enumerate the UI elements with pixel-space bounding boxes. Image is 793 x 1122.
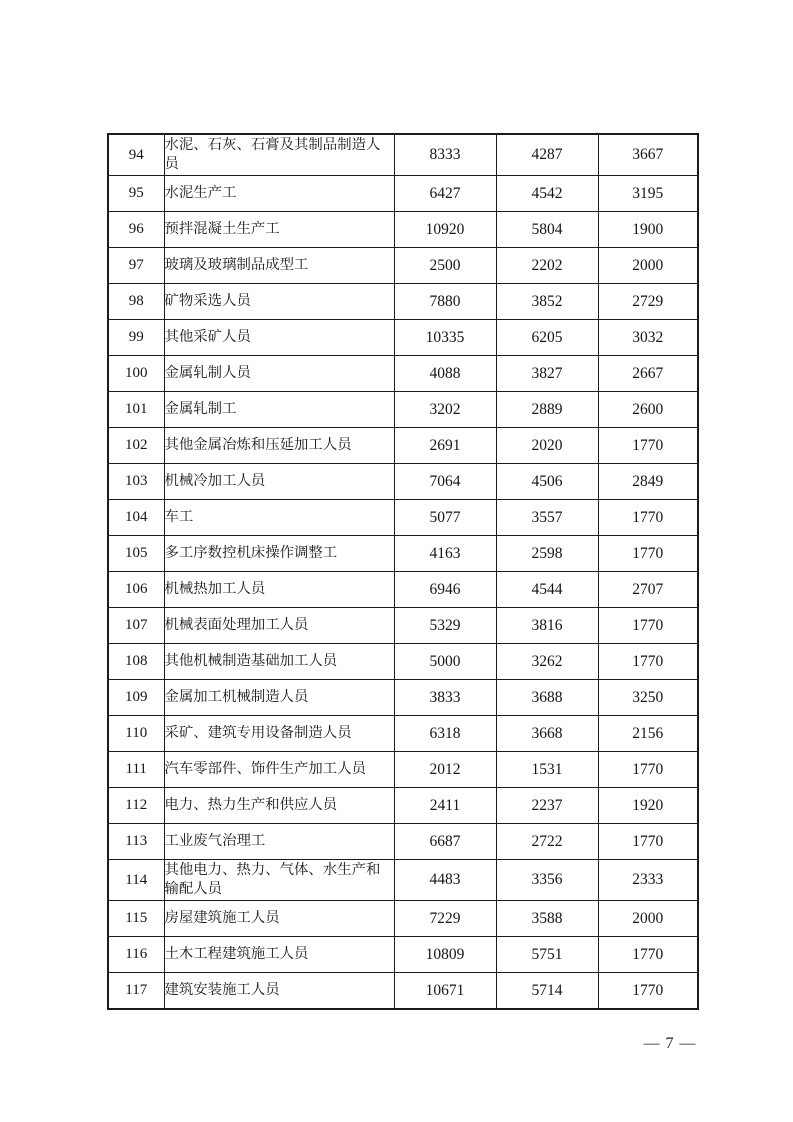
value-3-cell: 1770: [598, 752, 698, 788]
value-3-cell: 1900: [598, 212, 698, 248]
value-2-cell: 3816: [496, 608, 598, 644]
value-1-cell: 4163: [394, 536, 496, 572]
table-row: [108, 680, 698, 716]
occupation-name-cell: 电力、热力生产和供应人员: [164, 788, 394, 824]
value-3-cell: 3195: [598, 176, 698, 212]
value-2-cell: 3356: [496, 860, 598, 901]
table-row: [108, 536, 698, 572]
value-1-cell: 2691: [394, 428, 496, 464]
value-2-cell: 5714: [496, 973, 598, 1010]
wage-table: [107, 133, 699, 1010]
value-1-cell: 4483: [394, 860, 496, 901]
value-3-cell: 2156: [598, 716, 698, 752]
table-row: [108, 320, 698, 356]
value-3-cell: 2000: [598, 901, 698, 937]
value-1-cell: 7229: [394, 901, 496, 937]
row-number-cell: 106: [108, 572, 164, 608]
table-row: [108, 500, 698, 536]
value-1-cell: 10920: [394, 212, 496, 248]
value-1-cell: 4088: [394, 356, 496, 392]
occupation-name-cell: 机械表面处理加工人员: [164, 608, 394, 644]
occupation-name-cell: 车工: [164, 500, 394, 536]
row-number-cell: 103: [108, 464, 164, 500]
value-2-cell: 2237: [496, 788, 598, 824]
table-row: [108, 212, 698, 248]
occupation-name-cell: 采矿、建筑专用设备制造人员: [164, 716, 394, 752]
value-2-cell: 5804: [496, 212, 598, 248]
value-2-cell: 6205: [496, 320, 598, 356]
occupation-name-cell: 其他电力、热力、气体、水生产和输配人员: [164, 860, 394, 901]
occupation-name-cell: 机械热加工人员: [164, 572, 394, 608]
row-number-cell: 100: [108, 356, 164, 392]
occupation-name-cell: 建筑安装施工人员: [164, 973, 394, 1010]
row-number-cell: 109: [108, 680, 164, 716]
value-2-cell: 2202: [496, 248, 598, 284]
table-row: [108, 284, 698, 320]
value-3-cell: 2849: [598, 464, 698, 500]
value-1-cell: 7880: [394, 284, 496, 320]
row-number-cell: 116: [108, 937, 164, 973]
occupation-name-cell: 工业废气治理工: [164, 824, 394, 860]
value-3-cell: 1770: [598, 644, 698, 680]
occupation-name-cell: 矿物采选人员: [164, 284, 394, 320]
row-number-cell: 111: [108, 752, 164, 788]
table-row: [108, 176, 698, 212]
row-number-cell: 105: [108, 536, 164, 572]
row-number-cell: 107: [108, 608, 164, 644]
occupation-name-cell: 金属轧制人员: [164, 356, 394, 392]
value-2-cell: 5751: [496, 937, 598, 973]
table-row: [108, 901, 698, 937]
value-1-cell: 2411: [394, 788, 496, 824]
table-body: [108, 134, 698, 1009]
value-3-cell: 1920: [598, 788, 698, 824]
value-1-cell: 7064: [394, 464, 496, 500]
value-1-cell: 10671: [394, 973, 496, 1010]
value-2-cell: 3557: [496, 500, 598, 536]
value-1-cell: 6687: [394, 824, 496, 860]
table-row: [108, 464, 698, 500]
table-row: [108, 788, 698, 824]
value-3-cell: 1770: [598, 824, 698, 860]
row-number-cell: 104: [108, 500, 164, 536]
value-2-cell: 3262: [496, 644, 598, 680]
value-3-cell: 1770: [598, 428, 698, 464]
value-2-cell: 3852: [496, 284, 598, 320]
value-2-cell: 3688: [496, 680, 598, 716]
row-number-cell: 117: [108, 973, 164, 1010]
row-number-cell: 112: [108, 788, 164, 824]
occupation-name-cell: 房屋建筑施工人员: [164, 901, 394, 937]
row-number-cell: 99: [108, 320, 164, 356]
table-row: [108, 572, 698, 608]
row-number-cell: 98: [108, 284, 164, 320]
table-row: [108, 937, 698, 973]
value-2-cell: 4287: [496, 134, 598, 176]
value-1-cell: 3833: [394, 680, 496, 716]
value-1-cell: 6427: [394, 176, 496, 212]
value-3-cell: 1770: [598, 937, 698, 973]
value-2-cell: 2598: [496, 536, 598, 572]
table-row: [108, 716, 698, 752]
value-2-cell: 4506: [496, 464, 598, 500]
value-2-cell: 4542: [496, 176, 598, 212]
occupation-name-cell: 水泥生产工: [164, 176, 394, 212]
value-1-cell: 6318: [394, 716, 496, 752]
value-2-cell: 4544: [496, 572, 598, 608]
value-1-cell: 10335: [394, 320, 496, 356]
value-3-cell: 2600: [598, 392, 698, 428]
value-3-cell: 1770: [598, 973, 698, 1010]
row-number-cell: 96: [108, 212, 164, 248]
occupation-name-cell: 金属轧制工: [164, 392, 394, 428]
row-number-cell: 115: [108, 901, 164, 937]
table-row: [108, 134, 698, 176]
value-2-cell: 3827: [496, 356, 598, 392]
row-number-cell: 108: [108, 644, 164, 680]
row-number-cell: 101: [108, 392, 164, 428]
row-number-cell: 97: [108, 248, 164, 284]
occupation-name-cell: 金属加工机械制造人员: [164, 680, 394, 716]
value-3-cell: 2729: [598, 284, 698, 320]
value-3-cell: 2000: [598, 248, 698, 284]
occupation-name-cell: 水泥、石灰、石膏及其制品制造人员: [164, 134, 394, 176]
value-1-cell: 8333: [394, 134, 496, 176]
table-row: [108, 644, 698, 680]
page-number: — 7 —: [643, 1035, 697, 1052]
row-number-cell: 102: [108, 428, 164, 464]
value-3-cell: 3250: [598, 680, 698, 716]
table-row: [108, 248, 698, 284]
value-1-cell: 6946: [394, 572, 496, 608]
value-2-cell: 2889: [496, 392, 598, 428]
row-number-cell: 110: [108, 716, 164, 752]
value-1-cell: 10809: [394, 937, 496, 973]
value-1-cell: 5000: [394, 644, 496, 680]
value-2-cell: 2020: [496, 428, 598, 464]
occupation-name-cell: 玻璃及玻璃制品成型工: [164, 248, 394, 284]
table-row: [108, 392, 698, 428]
occupation-name-cell: 其他采矿人员: [164, 320, 394, 356]
value-1-cell: 3202: [394, 392, 496, 428]
value-3-cell: 2667: [598, 356, 698, 392]
occupation-name-cell: 机械冷加工人员: [164, 464, 394, 500]
table-row: [108, 824, 698, 860]
value-2-cell: 3668: [496, 716, 598, 752]
occupation-name-cell: 其他金属冶炼和压延加工人员: [164, 428, 394, 464]
table-row: [108, 428, 698, 464]
value-3-cell: 2707: [598, 572, 698, 608]
value-3-cell: 1770: [598, 536, 698, 572]
value-1-cell: 2500: [394, 248, 496, 284]
occupation-name-cell: 其他机械制造基础加工人员: [164, 644, 394, 680]
row-number-cell: 95: [108, 176, 164, 212]
row-number-cell: 94: [108, 134, 164, 176]
table-row: [108, 752, 698, 788]
occupation-name-cell: 预拌混凝土生产工: [164, 212, 394, 248]
occupation-name-cell: 多工序数控机床操作调整工: [164, 536, 394, 572]
value-1-cell: 5329: [394, 608, 496, 644]
table-row: [108, 356, 698, 392]
value-3-cell: 1770: [598, 500, 698, 536]
value-2-cell: 2722: [496, 824, 598, 860]
row-number-cell: 114: [108, 860, 164, 901]
value-3-cell: 3667: [598, 134, 698, 176]
value-3-cell: 3032: [598, 320, 698, 356]
value-3-cell: 2333: [598, 860, 698, 901]
row-number-cell: 113: [108, 824, 164, 860]
value-3-cell: 1770: [598, 608, 698, 644]
value-2-cell: 1531: [496, 752, 598, 788]
occupation-name-cell: 土木工程建筑施工人员: [164, 937, 394, 973]
occupation-name-cell: 汽车零部件、饰件生产加工人员: [164, 752, 394, 788]
table-row: [108, 608, 698, 644]
value-1-cell: 2012: [394, 752, 496, 788]
table-row: [108, 860, 698, 901]
value-2-cell: 3588: [496, 901, 598, 937]
table-row: [108, 973, 698, 1010]
value-1-cell: 5077: [394, 500, 496, 536]
